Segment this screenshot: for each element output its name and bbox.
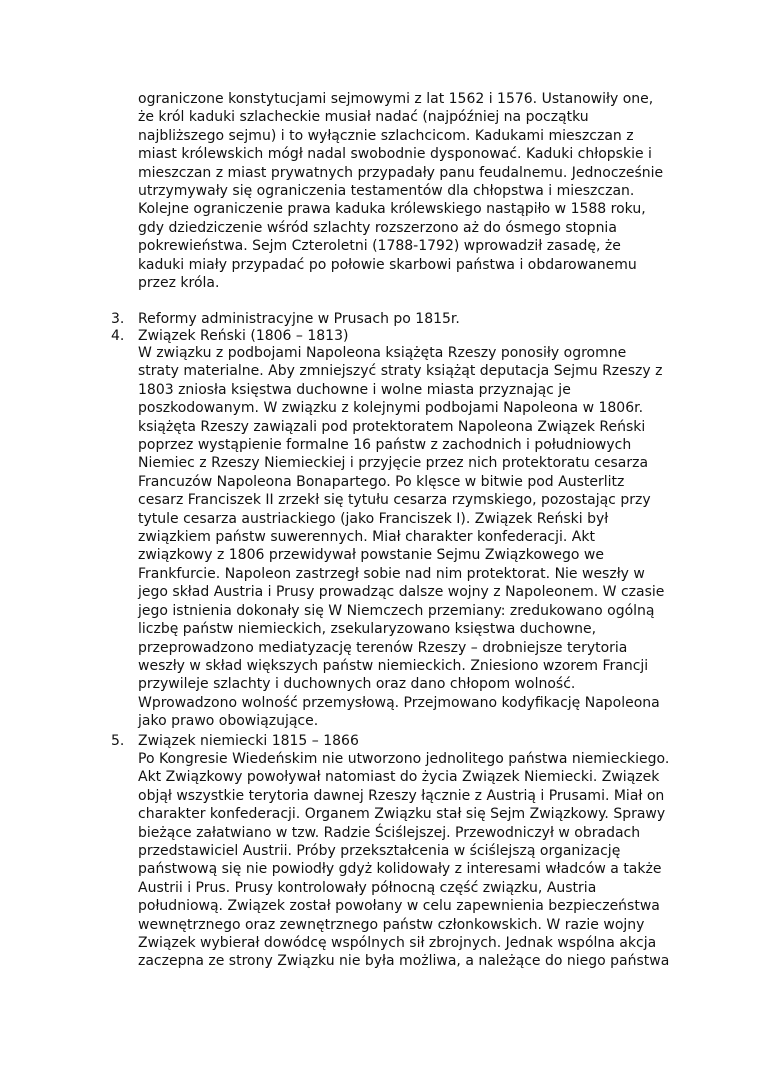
list-item-title: Reformy administracyjne w Prusach po 1815r. [138, 311, 460, 327]
text-line: przez króla. [138, 275, 220, 292]
text-line: kaduki miały przypadać po połowie skarbowi państwa i obdarowanemu [138, 256, 637, 273]
text-line: tytule cesarza austriackiego (jako Franciszek I). Związek Reński był [138, 510, 609, 527]
text-line: jego istnienia dokonały się W Niemczech przemiany: zredukowano ogólną [138, 602, 655, 619]
text-line: poszkodowanym. W związku z kolejnymi podbojami Napoleona w 1806r. [138, 400, 644, 417]
text-line: że król kaduki szlacheckie musiał nadać (najpóźniej na początku [138, 109, 589, 126]
text-line: Austrii i Prus. Prusy kontrolowały północną część związku, Austria [138, 879, 597, 896]
text-line: charakter konfederacji. Organem Związku stał się Sejm Związkowy. Sprawy [138, 806, 666, 823]
list-item-3 [111, 311, 671, 328]
text-line: poprzez wystąpienie formalne 16 państw z zachodnich i południowych [138, 437, 632, 454]
text-line: gdy dziedziczenie wśród szlachty rozszerzono aż do ósmego stopnia [138, 219, 617, 236]
text-line: bieżące załatwiano w tzw. Radzie Ściślejszej. Przewodniczył w obradach [138, 824, 641, 841]
intro-paragraph [138, 90, 678, 292]
list-item-5 [111, 733, 671, 750]
text-line: najbliższego sejmu) i to wyłącznie szlachcicom. Kadukami mieszczan z [138, 127, 634, 144]
text-line: Związek wybierał dowódcę wspólnych sił zbrojnych. Jednak wspólna akcja [138, 935, 657, 952]
text-line: utrzymywały się ograniczenia testamentów dla chłopstwa i mieszczan. [138, 183, 635, 200]
text-line: wewnętrznego oraz zewnętrznego państw członkowskich. W razie wojny [138, 916, 645, 933]
text-line: Francuzów Napoleona Bonapartego. Po klęsce w bitwie pod Austerlitz [138, 473, 625, 490]
text-line: 1803 zniosła księstwa duchowne i wolne miasta przyznając je [138, 381, 571, 398]
text-line: Po Kongresie Wiedeńskim nie utworzono jednolitego państwa niemieckiego. [138, 751, 670, 767]
text-line: straty materialne. Aby zmniejszyć straty książąt deputacja Sejmu Rzeszy z [138, 363, 663, 380]
text-line: jego skład Austria i Prusy prowadząc dalsze wojny z Napoleonem. W czasie [138, 584, 665, 601]
text-line: książęta Rzeszy zawiązali pod protektoratem Napoleona Związek Reński [138, 418, 646, 435]
text-line: państwową się nie powiodły gdyż kolidowały z interesami władców a także [138, 861, 662, 878]
text-line: Niemiec z Rzeszy Niemieckiej i przyjęcie przez nich protektoratu cesarza [138, 455, 649, 472]
text-line: Wprowadzono wolność przemysłową. Przejmowano kodyfikację Napoleona [138, 694, 660, 711]
text-line: W związku z podbojami Napoleona książęta Rzeszy ponosiły ogromne [138, 345, 627, 361]
text-line: zaczepna ze strony Związku nie była możliwa, a należące do niego państwa [138, 953, 670, 970]
text-line: weszły w skład większych państw niemieckich. Zniesiono wzorem Francji [138, 657, 649, 674]
text-line: związkiem państw suwerennych. Miał charakter konfederacji. Akt [138, 529, 595, 546]
list-number: 3. [111, 311, 125, 327]
text-line: jako prawo obowiązujące. [138, 713, 319, 730]
text-line: ograniczone konstytucjami sejmowymi z lat 1562 i 1576. Ustanowiły one, [138, 91, 654, 107]
list-item-4 [111, 328, 671, 345]
text-line: miast królewskich mógł nadal swobodnie dysponować. Kaduki chłopskie i [138, 146, 652, 163]
list-number: 4. [111, 328, 125, 344]
list-item-title: Związek niemiecki 1815 – 1866 [138, 733, 359, 749]
text-line: liczbę państw niemieckich, zsekularyzowano księstwa duchowne, [138, 621, 597, 638]
text-line: przedstawiciel Austrii. Próby przekształcenia w ściślejszą organizację [138, 843, 621, 860]
text-line: Kolejne ograniczenie prawa kaduka królewskiego nastąpiło w 1588 roku, [138, 201, 646, 218]
text-line: Frankfurcie. Napoleon zastrzegł sobie nad nim protektorat. Nie weszły w [138, 565, 645, 582]
text-line: cesarz Franciszek II zrzekł się tytułu cesarza rzymskiego, pozostając przy [138, 492, 651, 509]
text-line: przeprowadzono mediatyzację terenów Rzeszy – drobniejsze terytoria [138, 639, 628, 656]
text-line: mieszczan z miast prywatnych przypadały panu feudalnemu. Jednocześnie [138, 164, 664, 181]
text-line: południową. Związek został powołany w celu zapewnienia bezpieczeństwa [138, 898, 660, 915]
text-line: pokrewieństwa. Sejm Czteroletni (1788-1792) wprowadził zasadę, że [138, 238, 621, 255]
list-number: 5. [111, 733, 125, 749]
section-4-paragraph [138, 344, 678, 731]
section-5-paragraph [138, 750, 678, 971]
text-line: Akt Związkowy powoływał natomiast do życia Związek Niemiecki. Związek [138, 769, 660, 786]
list-item-title: Związek Reński (1806 – 1813) [138, 328, 349, 344]
text-line: związkowy z 1806 przewidywał powstanie Sejmu Związkowego we [138, 547, 604, 564]
text-line: przywileje szlachty i duchownych oraz dano chłopom wolność. [138, 676, 576, 693]
text-line: objął wszystkie terytoria dawnej Rzeszy łącznie z Austrią i Prusami. Miał on [138, 787, 665, 804]
